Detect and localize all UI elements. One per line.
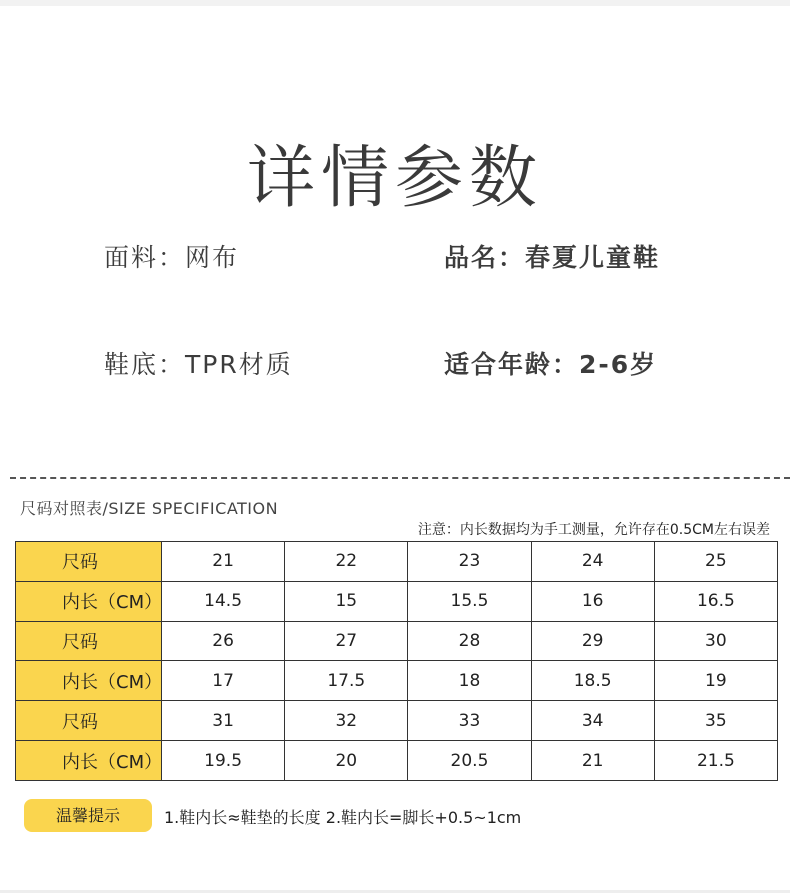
table-cell: 21 bbox=[162, 542, 285, 582]
table-cell: 23 bbox=[408, 542, 531, 582]
table-cell: 32 bbox=[285, 701, 408, 741]
table-row bbox=[16, 661, 778, 701]
size-chart-heading: 尺码对照表/SIZE SPECIFICATION bbox=[20, 499, 279, 518]
table-row bbox=[16, 741, 778, 781]
table-cell: 17 bbox=[162, 661, 285, 701]
table-row bbox=[16, 621, 778, 661]
table-row bbox=[16, 542, 778, 582]
table-cell: 22 bbox=[285, 542, 408, 582]
table-cell: 30 bbox=[654, 621, 777, 661]
table-cell: 16.5 bbox=[654, 581, 777, 621]
table-cell: 25 bbox=[654, 542, 777, 582]
top-divider bbox=[0, 0, 790, 6]
tip-badge: 温馨提示 bbox=[24, 799, 152, 832]
table-cell: 18 bbox=[408, 661, 531, 701]
row-label: 尺码 bbox=[16, 621, 162, 661]
size-chart-table bbox=[15, 541, 778, 781]
measurement-note: 注意：内长数据均为手工测量，允许存在0.5CM左右误差 bbox=[417, 522, 770, 538]
page-title: 详情参数 bbox=[246, 138, 543, 218]
table-cell: 20.5 bbox=[408, 741, 531, 781]
row-label: 尺码 bbox=[16, 542, 162, 582]
table-cell: 28 bbox=[408, 621, 531, 661]
row-label: 内长（CM） bbox=[16, 581, 162, 621]
table-cell: 20 bbox=[285, 741, 408, 781]
param-product-name: 品名：春夏儿童鞋 bbox=[444, 243, 661, 272]
table-cell: 26 bbox=[162, 621, 285, 661]
table-cell: 33 bbox=[408, 701, 531, 741]
tip-text: 1.鞋内长≈鞋垫的长度 2.鞋内长=脚长+0.5~1cm bbox=[164, 808, 522, 827]
param-sole: 鞋底：TPR材质 bbox=[104, 350, 293, 379]
table-cell: 15 bbox=[285, 581, 408, 621]
row-label: 内长（CM） bbox=[16, 661, 162, 701]
section-divider bbox=[10, 477, 790, 479]
param-age: 适合年龄：2-6岁 bbox=[444, 350, 658, 379]
table-cell: 21 bbox=[531, 741, 654, 781]
table-cell: 17.5 bbox=[285, 661, 408, 701]
table-cell: 24 bbox=[531, 542, 654, 582]
row-label: 内长（CM） bbox=[16, 741, 162, 781]
table-cell: 16 bbox=[531, 581, 654, 621]
table-cell: 35 bbox=[654, 701, 777, 741]
table-cell: 21.5 bbox=[654, 741, 777, 781]
table-cell: 29 bbox=[531, 621, 654, 661]
row-label: 尺码 bbox=[16, 701, 162, 741]
table-cell: 18.5 bbox=[531, 661, 654, 701]
table-cell: 34 bbox=[531, 701, 654, 741]
table-cell: 14.5 bbox=[162, 581, 285, 621]
table-cell: 19 bbox=[654, 661, 777, 701]
table-cell: 31 bbox=[162, 701, 285, 741]
table-row bbox=[16, 581, 778, 621]
table-cell: 15.5 bbox=[408, 581, 531, 621]
table-cell: 27 bbox=[285, 621, 408, 661]
table-row bbox=[16, 701, 778, 741]
table-cell: 19.5 bbox=[162, 741, 285, 781]
param-material: 面料：网布 bbox=[104, 243, 240, 272]
